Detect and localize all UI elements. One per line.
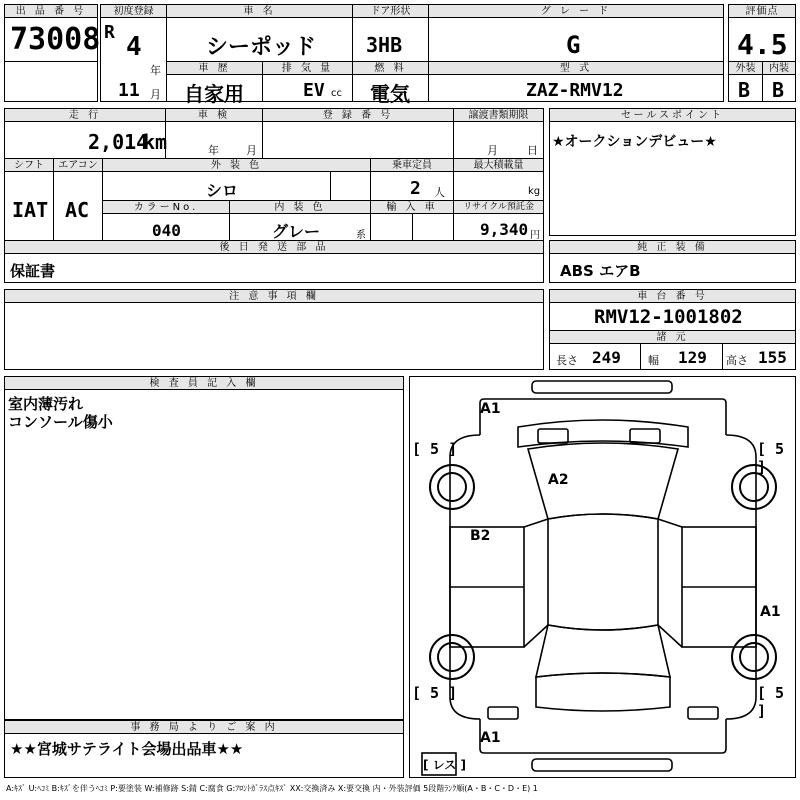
recycle-label: リサイクル預託金 [454,201,543,214]
fuel: 電気 [370,82,410,106]
int-color-label: 内 装 色 [230,201,370,214]
height: 155 [758,348,787,367]
inspector-line-1: 室内薄汚れ [8,395,84,413]
zone-rear-bumper: A1 [480,730,501,746]
selling-point-text: ★オークションデビュー★ [552,134,717,150]
displacement: EV [303,80,325,101]
selling-point-box [549,108,796,236]
length-label: 長さ [556,354,578,367]
door-label: ドア形状 [353,5,428,18]
office-text: ★★宮城サテライト会場出品車★★ [10,740,244,758]
shift-label: シフト [5,159,53,172]
equipment-text: ABS エアB [560,262,641,280]
width: 129 [678,348,707,367]
exterior-label: 外装 [729,62,762,75]
details-box [4,108,544,283]
mileage-unit: km [143,130,168,154]
reg-era: R [104,22,115,43]
car-name: シーポッド [206,35,317,60]
int-color-unit: 系 [356,230,366,241]
color-no-label: カラーNo. [103,201,229,214]
history-label: 車 歴 [167,62,262,75]
color-no: 040 [152,221,181,240]
tire-rear-right: [ 5 ] [757,684,785,720]
legend: A:ｷｽﾞ U:ﾍｺﾐ B:ｷｽﾞを伴うﾍｺﾐ P:要塗装 W:補修跡 S:錆 C:腐食 G:ﾌﾛﾝﾄｶﾞﾗｽ点ｷｽﾞ XX:交換済み X:要交換 内・外装評価 5段階ﾗﾝｸ順(A・B・C・D・E) 1 [6,784,538,793]
import-label: 輸 入 車 [371,201,453,214]
door-type: 3HB [366,33,403,57]
later-parts: 保証書 [10,262,56,280]
length: 249 [592,348,621,367]
shift: IAT [12,198,49,222]
model-label: 型 式 [429,62,723,75]
inspection-label: 車 検 [166,109,262,122]
ac-label: エアコン [54,159,102,172]
equipment-label: 純 正 装 備 [550,241,795,254]
regno-label: 登 録 番 号 [263,109,453,122]
reg-year-unit: 年 [150,64,161,77]
interior-grade: B [772,78,785,102]
lot-number: 73008 [10,22,101,57]
model: ZAZ-RMV12 [526,80,624,101]
car-diagram [410,377,795,777]
score-label: 評価点 [729,5,795,18]
transfer-day-unit: 日 [527,144,538,157]
recycle-fee: 9,340 [480,220,529,239]
office-label: 事 務 局 よ り ご 案 内 [5,721,403,734]
load-unit: kg [528,186,541,197]
chassis-number: RMV12-1001802 [594,306,743,328]
tire-front-right: [ 5 ] [757,440,785,476]
inspector-line-2: コンソール傷小 [8,413,113,431]
capacity-label: 乗車定員 [371,159,453,172]
reg-month: 11 [118,80,140,101]
interior-label: 内装 [763,62,795,75]
displacement-label: 排 気 量 [263,62,352,75]
grade: G [566,31,581,59]
mileage: 2,014 [88,130,149,154]
caution-label: 注 意 事 項 欄 [5,290,543,303]
car-name-label: 車 名 [167,5,352,18]
overall-score: 4.5 [737,28,788,61]
capacity-unit: 人 [434,186,445,199]
aircon: AC [65,198,90,222]
tire-front-left: [ 5 ] [412,440,458,458]
width-label: 幅 [648,354,659,367]
reg-month-unit: 月 [150,88,161,101]
transfer-month-unit: 月 [487,144,498,157]
chassis-label: 車 台 番 号 [550,290,795,303]
ext-color-label: 外 装 色 [103,159,370,172]
later-parts-label: 後 日 発 送 部 品 [5,241,543,254]
exterior-grade: B [738,78,751,102]
zone-right-rear: A1 [760,604,781,620]
height-label: 高さ [726,354,748,367]
recycle-unit: 円 [530,230,540,241]
damage-diagram-box [409,376,796,778]
transfer-label: 譲渡書類期限 [454,109,543,122]
reg-year: 4 [126,32,142,62]
mileage-label: 走 行 [5,109,165,122]
first-reg-label: 初度登録 [101,5,166,18]
tire-rear-left: [ 5 ] [412,684,458,702]
spare-tire: [ レス ] [423,758,466,772]
lot-number-label: 出 品 番 号 [5,5,97,18]
displacement-unit: cc [331,88,342,99]
inspector-label: 検 査 員 記 入 欄 [5,377,403,390]
selling-point-label: セールスポイント [550,109,795,122]
insp-month-unit: 月 [246,144,257,157]
insp-year-unit: 年 [208,144,219,157]
zone-left-door: B2 [470,528,491,544]
grade-label: グ レ ー ド [429,5,723,18]
zone-roof: A2 [548,472,569,488]
fuel-label: 燃 料 [353,62,428,75]
int-color: グレー [272,222,321,241]
zone-front-bumper: A1 [480,401,501,417]
spec-label: 諸 元 [550,331,795,344]
load-label: 最大積載量 [454,159,543,172]
history: 自家用 [184,82,244,106]
ext-color: シロ [206,181,239,200]
capacity: 2 [410,178,421,199]
